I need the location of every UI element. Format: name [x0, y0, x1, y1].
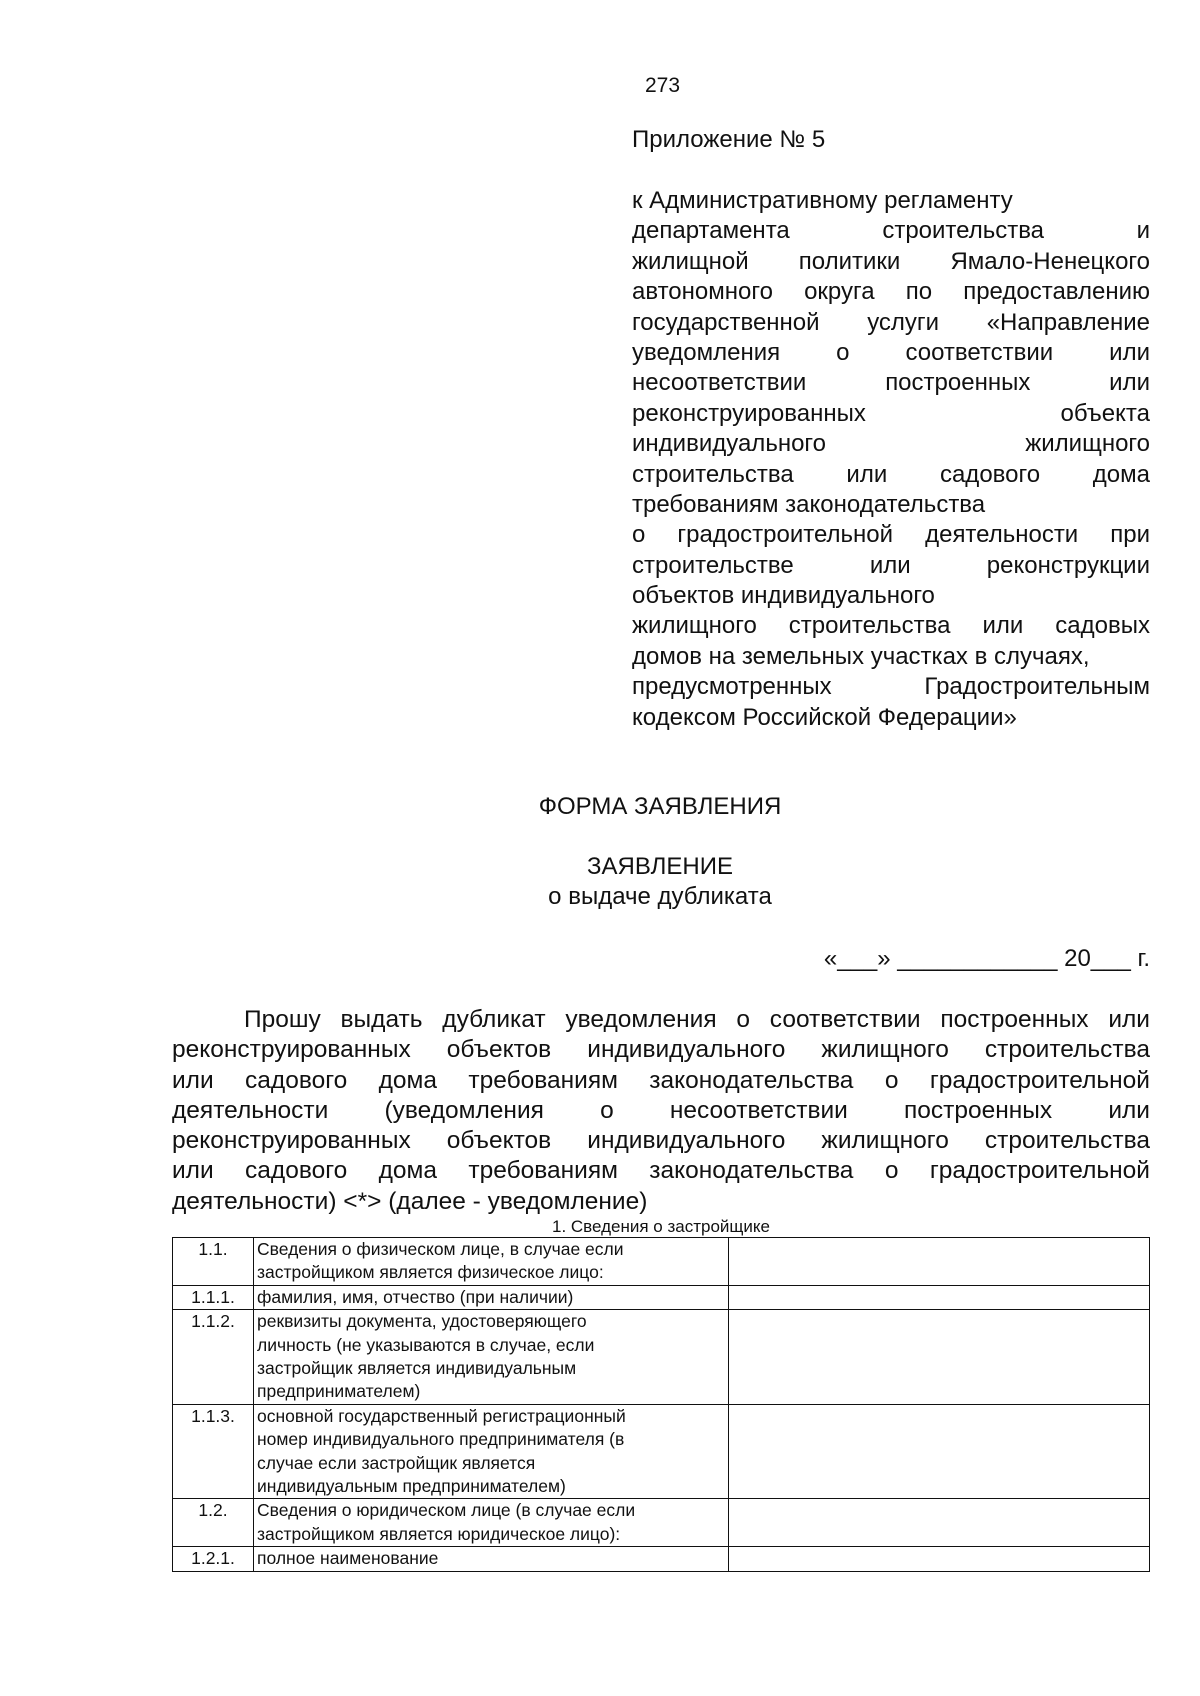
row-label-line: номер индивидуального предпринимателя (в — [257, 1429, 625, 1450]
paragraph-line: Прошу выдать дубликат уведомления о соответствии построенных или — [244, 1006, 1150, 1033]
appendix-line: департамента строительства и — [632, 217, 1150, 245]
row-value-cell[interactable] — [729, 1285, 1150, 1309]
row-label-line: предпринимателем) — [257, 1381, 421, 1402]
paragraph-line: деятельности (уведомления о несоответствии построенных или — [172, 1096, 1150, 1124]
appendix-line: несоответствии построенных или — [632, 369, 1150, 397]
row-label — [254, 1499, 729, 1547]
row-label — [254, 1285, 729, 1309]
statement-subtitle: о выдаче дубликата — [548, 883, 772, 910]
row-label-line: застройщиком является физическое лицо: — [257, 1262, 604, 1283]
row-label-line: случае если застройщик является — [257, 1452, 536, 1473]
request-paragraph — [172, 1005, 1150, 1217]
row-value-cell[interactable] — [729, 1238, 1150, 1286]
table-row — [173, 1285, 1150, 1309]
statement-title: ЗАЯВЛЕНИЕ — [587, 853, 733, 880]
row-value-cell[interactable] — [729, 1404, 1150, 1499]
row-label-line: фамилия, имя, отчество (при наличии) — [257, 1286, 574, 1307]
row-label-line: полное наименование — [257, 1548, 439, 1569]
row-number: 1.1.2. — [173, 1310, 254, 1405]
row-value-cell[interactable] — [729, 1547, 1150, 1571]
appendix-line: объектов индивидуального — [632, 582, 935, 610]
page-number: 273 — [645, 74, 681, 97]
table-row — [173, 1404, 1150, 1499]
table-row — [173, 1238, 1150, 1286]
appendix-line: требованиям законодательства — [632, 490, 986, 518]
row-number: 1.1. — [173, 1238, 254, 1286]
row-number: 1.1.3. — [173, 1404, 254, 1499]
table-row — [173, 1547, 1150, 1571]
row-value-cell[interactable] — [729, 1310, 1150, 1405]
row-label-line: Сведения о физическом лице, в случае если — [257, 1239, 624, 1259]
appendix-line: кодексом Российской Федерации» — [632, 703, 1017, 731]
row-number: 1.1.1. — [173, 1285, 254, 1309]
appendix-line: уведомления о соответствии или — [632, 338, 1150, 366]
row-label-line: реквизиты документа, удостоверяющего — [257, 1311, 587, 1332]
row-label-line: застройщик является индивидуальным — [257, 1358, 577, 1379]
appendix-title: Приложение № 5 — [632, 126, 826, 153]
row-label — [254, 1404, 729, 1499]
appendix-line: предусмотренных Градостроительным — [632, 673, 1150, 701]
paragraph-line: или садового дома требованиям законодательства о градостроительной — [172, 1066, 1150, 1094]
row-number: 1.2.1. — [173, 1547, 254, 1571]
appendix-line: о градостроительной деятельности при — [632, 521, 1150, 549]
paragraph-line: или садового дома требованиям законодательства о градостроительной — [172, 1157, 1150, 1185]
row-label-line: индивидуальным предпринимателем) — [257, 1476, 566, 1497]
paragraph-line: деятельности) <*> (далее - уведомление) — [172, 1187, 648, 1215]
row-label — [254, 1310, 729, 1405]
row-label — [254, 1547, 729, 1571]
row-label-line: застройщиком является юридическое лицо): — [257, 1523, 621, 1544]
appendix-line: строительства или садового дома — [632, 460, 1150, 488]
appendix-line: жилищной политики Ямало-Ненецкого — [632, 247, 1150, 275]
appendix-line: строительстве или реконструкции — [632, 551, 1150, 579]
appendix-line: домов на земельных участках в случаях, — [632, 642, 1090, 670]
appendix-line: жилищного строительства или садовых — [632, 612, 1150, 640]
table-row — [173, 1310, 1150, 1405]
appendix-line: к Административному регламенту — [632, 187, 1013, 214]
date-line: «___» ____________ 20___ г. — [823, 945, 1150, 972]
appendix-line: индивидуального жилищного — [632, 430, 1150, 458]
row-number: 1.2. — [173, 1499, 254, 1547]
row-label — [254, 1238, 729, 1286]
form-title: ФОРМА ЗАЯВЛЕНИЯ — [538, 793, 782, 820]
row-label-line: Сведения о юридическом лице (в случае если — [257, 1500, 636, 1521]
table-row — [173, 1499, 1150, 1547]
row-value-cell[interactable] — [729, 1499, 1150, 1547]
developer-info-table — [172, 1237, 1150, 1572]
section-caption: 1. Сведения о застройщике — [552, 1217, 770, 1236]
paragraph-line: реконструированных объектов индивидуального жилищного строительства — [172, 1127, 1150, 1155]
appendix-line: реконструированных объекта — [632, 399, 1150, 427]
row-label-line: основной государственный регистрационный — [257, 1405, 626, 1426]
appendix-reference-block — [632, 186, 1150, 733]
row-label-line: личность (не указываются в случае, если — [257, 1334, 595, 1355]
paragraph-line: реконструированных объектов индивидуального жилищного строительства — [172, 1036, 1150, 1064]
appendix-line: автономного округа по предоставлению — [632, 278, 1150, 306]
appendix-line: государственной услуги «Направление — [632, 308, 1150, 336]
